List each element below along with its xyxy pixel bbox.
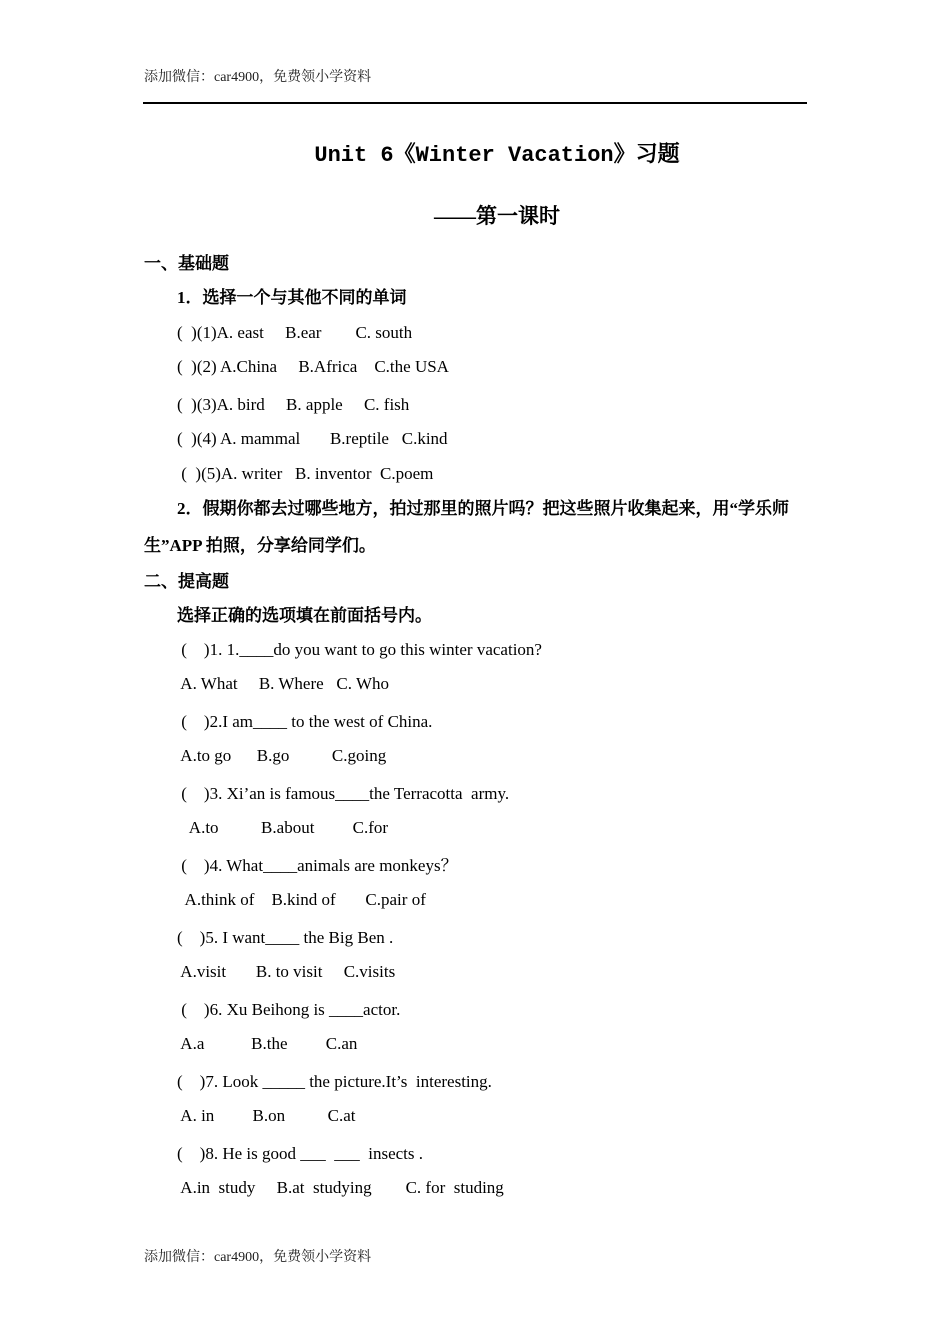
question-item: ( )(4) A. mammal B.reptile C.kind [177, 429, 448, 448]
page-title: Unit 6《Winter Vacation》习题 [314, 143, 680, 168]
section-instruction: 选择正确的选项填在前面括号内。 [177, 606, 432, 625]
question-text: ( )8. He is good ___ ___ insects . [177, 1144, 424, 1163]
answer-options: A.in study B.at studying C. for studing [177, 1178, 504, 1197]
question-heading-1: 1．选择一个与其他不同的单词 [177, 288, 407, 307]
question-text: ( )7. Look _____ the picture.It’s interesting. [177, 1072, 492, 1091]
header-divider [143, 102, 807, 104]
question-heading-2-line1: 2．假期你都去过哪些地方，拍过那里的照片吗？把这些照片收集起来，用“学乐师 [177, 499, 789, 518]
question-text: ( )6. Xu Beihong is ____actor. [177, 1000, 401, 1019]
answer-options: A. in B.on C.at [177, 1106, 356, 1125]
answer-options: A.think of B.kind of C.pair of [177, 890, 426, 909]
question-text: ( )4. What____animals are monkeys？ [177, 856, 458, 875]
question-text: ( )5. I want____ the Big Ben . [177, 928, 394, 947]
question-text: ( )3. Xi’an is famous____the Terracotta army. [177, 784, 510, 803]
answer-options: A.a B.the C.an [177, 1034, 358, 1053]
answer-options: A.to go B.go C.going [177, 746, 387, 765]
page-header: 添加微信：car4900，免费领小学资料 [144, 70, 372, 85]
question-text: ( )1. 1.____do you want to go this winter vacation? [177, 640, 542, 659]
question-item: ( )(3)A. bird B. apple C. fish [177, 395, 410, 414]
question-item: ( )(5)A. writer B. inventor C.poem [177, 464, 434, 483]
answer-options: A.visit B. to visit C.visits [177, 962, 396, 981]
question-text: ( )2.I am____ to the west of China. [177, 712, 433, 731]
page-footer: 添加微信：car4900，免费领小学资料 [144, 1250, 372, 1265]
question-item: ( )(1)A. east B.ear C. south [177, 323, 413, 342]
section-heading-basic: 一、基础题 [144, 254, 229, 273]
question-item: ( )(2) A.China B.Africa C.the USA [177, 357, 449, 376]
answer-options: A.to B.about C.for [177, 818, 389, 837]
section-heading-advanced: 二、提高题 [144, 572, 229, 591]
answer-options: A. What B. Where C. Who [177, 674, 390, 693]
page-subtitle: ——第一课时 [434, 204, 560, 228]
question-heading-2-line2: 生”APP 拍照，分享给同学们。 [144, 536, 376, 555]
